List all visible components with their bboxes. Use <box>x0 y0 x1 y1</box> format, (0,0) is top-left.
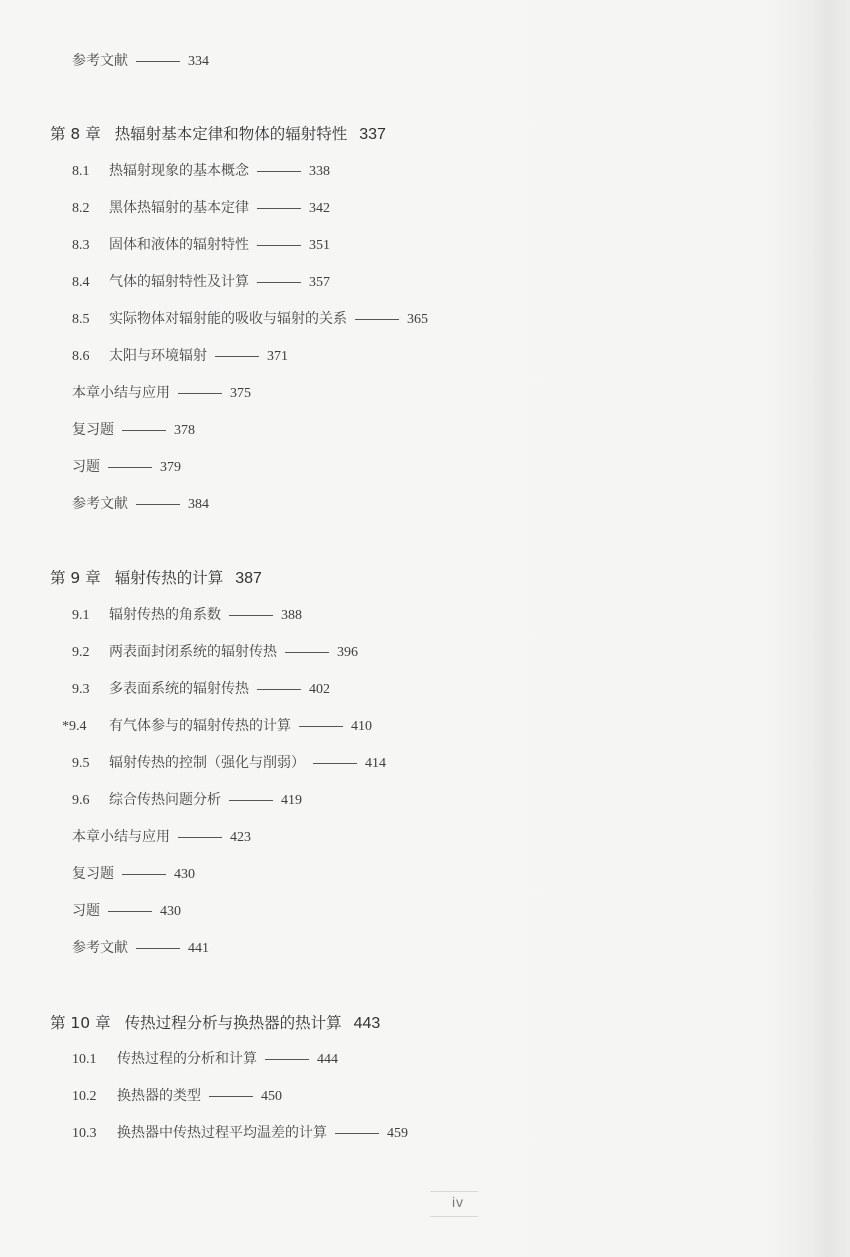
section-number: 8.1 <box>72 164 90 179</box>
chapter-title: 传热过程分析与换热器的热计算 <box>124 1014 342 1032</box>
toc-entry-9-5 <box>72 754 386 773</box>
entry-title: 复习题 <box>72 866 114 882</box>
section-number: 8.2 <box>72 201 90 216</box>
chapter-page: 443 <box>353 1015 381 1032</box>
toc-entry-ch9-review <box>72 865 195 884</box>
toc-entry-ch9-summary <box>72 828 251 847</box>
toc-entry-9-4 <box>62 717 372 736</box>
entry-page: 379 <box>160 460 181 475</box>
leader-dash <box>257 282 301 283</box>
chapter-8-heading <box>50 124 386 145</box>
folio-rule-bottom <box>430 1216 478 1217</box>
leader-dash <box>122 430 166 431</box>
toc-entry-refs-ch7 <box>72 52 209 71</box>
entry-page: 459 <box>387 1126 408 1141</box>
section-number: 8.6 <box>72 349 90 364</box>
leader-dash <box>178 837 222 838</box>
section-number: 8.4 <box>72 275 90 290</box>
leader-dash <box>265 1059 309 1060</box>
entry-page: 338 <box>309 164 330 179</box>
chapter-title: 热辐射基本定律和物体的辐射特性 <box>114 125 348 143</box>
entry-title: 综合传热问题分析 <box>109 792 221 808</box>
entry-title: 习题 <box>72 459 100 475</box>
section-number: 9.2 <box>72 645 90 660</box>
leader-dash <box>136 61 180 62</box>
entry-title: 参考文献 <box>72 496 128 512</box>
leader-dash <box>136 504 180 505</box>
section-number: 9.5 <box>72 756 90 771</box>
entry-title: 固体和液体的辐射特性 <box>109 237 249 253</box>
entry-title: 太阳与环境辐射 <box>109 348 207 364</box>
leader-dash <box>355 319 399 320</box>
chapter-label: 第 8 章 <box>50 125 101 143</box>
section-number: 10.2 <box>72 1089 97 1104</box>
entry-title: 参考文献 <box>72 940 128 956</box>
leader-dash <box>209 1096 253 1097</box>
entry-title: 两表面封闭系统的辐射传热 <box>109 644 277 660</box>
page-folio: iv <box>451 1194 465 1210</box>
leader-dash <box>257 689 301 690</box>
chapter-page: 387 <box>235 570 262 587</box>
entry-title: 黑体热辐射的基本定律 <box>109 200 249 216</box>
entry-title: 实际物体对辐射能的吸收与辐射的关系 <box>109 311 347 327</box>
leader-dash <box>299 726 343 727</box>
entry-title: 换热器的类型 <box>117 1088 201 1104</box>
toc-entry-ch8-summary <box>72 384 251 403</box>
toc-entry-10-2 <box>72 1087 282 1106</box>
entry-page: 384 <box>188 497 209 512</box>
entry-title: 有气体参与的辐射传热的计算 <box>109 718 291 734</box>
toc-entry-8-4 <box>72 273 330 292</box>
chapter-title: 辐射传热的计算 <box>114 569 224 587</box>
toc-entry-10-3 <box>72 1124 408 1143</box>
toc-entry-ch8-refs <box>72 495 209 514</box>
toc-entry-ch8-review <box>72 421 195 440</box>
entry-title: 辐射传热的控制（强化与削弱） <box>109 755 305 771</box>
entry-title: 传热过程的分析和计算 <box>117 1051 257 1067</box>
leader-dash <box>335 1133 379 1134</box>
leader-dash <box>108 467 152 468</box>
entry-title: 热辐射现象的基本概念 <box>109 163 249 179</box>
entry-title: 气体的辐射特性及计算 <box>109 274 249 290</box>
entry-page: 396 <box>337 645 358 660</box>
entry-page: 444 <box>317 1052 338 1067</box>
entry-page: 441 <box>188 941 209 956</box>
entry-page: 351 <box>309 238 330 253</box>
leader-dash <box>229 615 273 616</box>
entry-page: 357 <box>309 275 330 290</box>
entry-title: 辐射传热的角系数 <box>109 607 221 623</box>
entry-title: 参考文献 <box>72 53 128 69</box>
toc-entry-ch9-refs <box>72 939 209 958</box>
scan-edge-shadow <box>812 0 850 1257</box>
entry-page: 378 <box>174 423 195 438</box>
entry-page: 430 <box>160 904 181 919</box>
chapter-label: 第 10 章 <box>50 1014 111 1032</box>
entry-page: 402 <box>309 682 330 697</box>
toc-entry-8-6 <box>72 347 288 366</box>
chapter-9-heading <box>50 568 262 589</box>
section-number: 9.1 <box>72 608 90 623</box>
leader-dash <box>257 171 301 172</box>
toc-entry-8-2 <box>72 199 330 218</box>
entry-title: 本章小结与应用 <box>72 829 170 845</box>
toc-entry-ch8-exercises <box>72 458 181 477</box>
section-number: 10.1 <box>72 1052 97 1067</box>
toc-entry-9-1 <box>72 606 302 625</box>
entry-page: 430 <box>174 867 195 882</box>
entry-page: 388 <box>281 608 302 623</box>
section-number: *9.4 <box>62 719 87 734</box>
entry-page: 450 <box>261 1089 282 1104</box>
entry-page: 342 <box>309 201 330 216</box>
section-number: 8.3 <box>72 238 90 253</box>
toc-entry-9-3 <box>72 680 330 699</box>
leader-dash <box>229 800 273 801</box>
toc-entry-8-1 <box>72 162 330 181</box>
leader-dash <box>136 948 180 949</box>
folio-rule-top <box>430 1191 478 1192</box>
entry-page: 414 <box>365 756 386 771</box>
leader-dash <box>178 393 222 394</box>
leader-dash <box>215 356 259 357</box>
entry-title: 复习题 <box>72 422 114 438</box>
entry-title: 换热器中传热过程平均温差的计算 <box>117 1125 327 1141</box>
entry-page: 419 <box>281 793 302 808</box>
toc-entry-8-3 <box>72 236 330 255</box>
leader-dash <box>257 208 301 209</box>
entry-page: 423 <box>230 830 251 845</box>
leader-dash <box>108 911 152 912</box>
toc-entry-10-1 <box>72 1050 338 1069</box>
chapter-10-heading <box>50 1013 380 1034</box>
toc-entry-8-5 <box>72 310 428 329</box>
entry-page: 334 <box>188 54 209 69</box>
section-number: 9.3 <box>72 682 90 697</box>
entry-title: 本章小结与应用 <box>72 385 170 401</box>
chapter-label: 第 9 章 <box>50 569 101 587</box>
toc-entry-9-2 <box>72 643 358 662</box>
toc-entry-ch9-exercises <box>72 902 181 921</box>
entry-page: 365 <box>407 312 428 327</box>
leader-dash <box>313 763 357 764</box>
leader-dash <box>257 245 301 246</box>
chapter-page: 337 <box>359 126 386 143</box>
entry-page: 410 <box>351 719 372 734</box>
section-number: 10.3 <box>72 1126 97 1141</box>
leader-dash <box>122 874 166 875</box>
entry-title: 习题 <box>72 903 100 919</box>
entry-page: 375 <box>230 386 251 401</box>
toc-entry-9-6 <box>72 791 302 810</box>
entry-page: 371 <box>267 349 288 364</box>
section-number: 9.6 <box>72 793 90 808</box>
section-number: 8.5 <box>72 312 90 327</box>
leader-dash <box>285 652 329 653</box>
entry-title: 多表面系统的辐射传热 <box>109 681 249 697</box>
